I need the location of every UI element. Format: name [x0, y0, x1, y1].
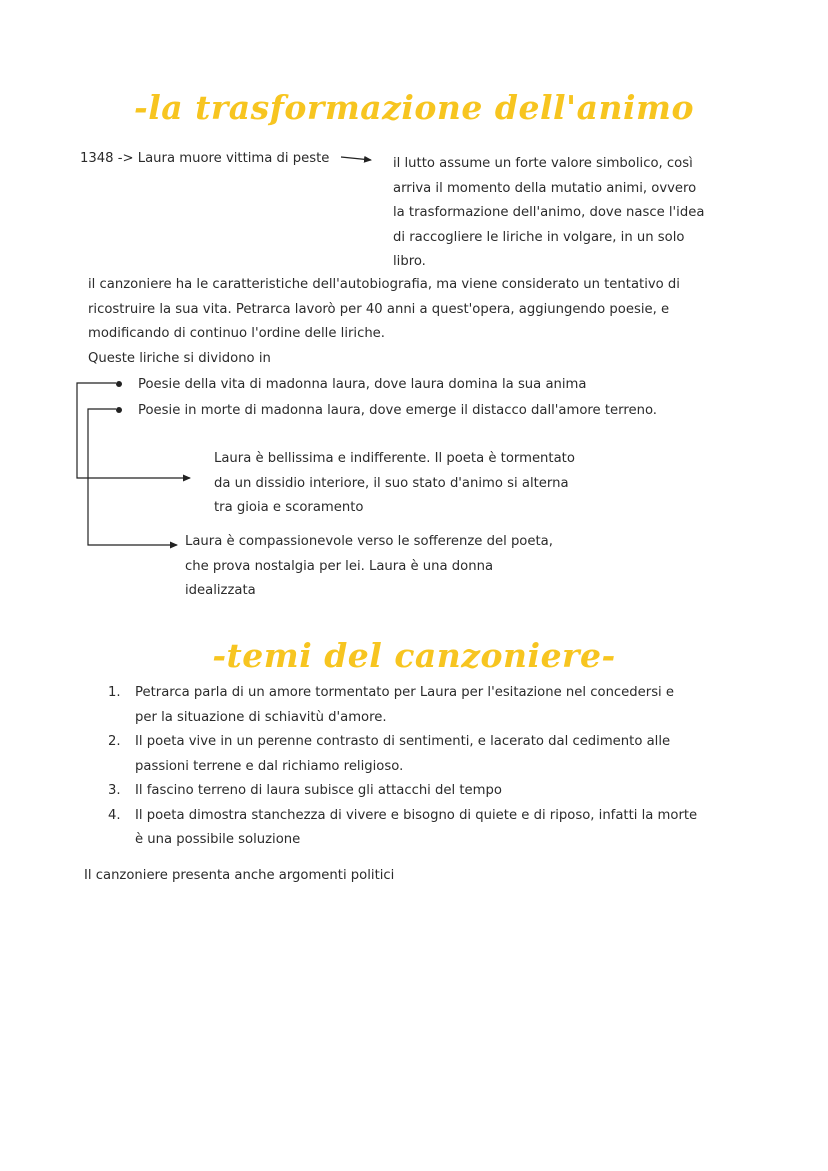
lutto-line: arriva il momento della mutatio animi, ovvero: [393, 180, 697, 196]
list-item: [100, 779, 745, 804]
lutto-line: la trasformazione dell'animo, dove nasce l'idea: [393, 205, 705, 220]
list-item: [100, 681, 745, 730]
vita-line: Laura è bellissima e indifferente. Il poeta è tormentato: [214, 451, 575, 466]
list-item-line: per la situazione di schiavitù d'amore.: [135, 709, 387, 725]
politici-line: Il canzoniere presenta anche argomenti politici: [84, 868, 395, 883]
vita-line: tra gioia e scoramento: [214, 500, 364, 515]
event-arrow: [341, 157, 371, 160]
canzoniere-line: il canzoniere ha le caratteristiche dell'autobiografia, ma viene considerato un tentativo di: [88, 277, 680, 292]
vita-connector: [77, 383, 190, 478]
page-title: -la trasformazione dell'animo: [134, 88, 694, 127]
bullet-vita: Poesie della vita di madonna laura, dove laura domina la sua anima: [138, 377, 587, 392]
lutto-line: libro.: [393, 254, 426, 269]
bullet-morte: Poesie in morte di madonna laura, dove emerge il distacco dall'amore terreno.: [138, 403, 657, 418]
event-1348: 1348 -> Laura muore vittima di peste: [80, 151, 330, 166]
list-number: 1.: [108, 685, 121, 700]
divide-line: Queste liriche si dividono in: [88, 350, 271, 366]
list-item-line: Il poeta vive in un perenne contrasto di sentimenti, e lacerato dal cedimento alle: [135, 734, 671, 749]
section-title-temi: -temi del canzoniere-: [212, 636, 616, 675]
list-item: [100, 804, 745, 853]
temi-list: [100, 681, 745, 853]
list-item-line: Il poeta dimostra stanchezza di vivere e bisogno di quiete e di riposo, infatti la morte: [135, 807, 698, 823]
vita-line: da un dissidio interiore, il suo stato d'animo si alterna: [214, 475, 569, 491]
morte-line: Laura è compassionevole verso le sofferenze del poeta,: [185, 534, 553, 549]
canzoniere-line: modificando di continuo l'ordine delle liriche.: [88, 326, 385, 341]
list-item-line: Petrarca parla di un amore tormentato per Laura per l'esitazione nel concedersi e: [135, 685, 675, 700]
list-item-line: è una possibile soluzione: [135, 832, 301, 847]
list-number: 2.: [108, 734, 121, 749]
morte-line: idealizzata: [185, 583, 256, 598]
lutto-line: il lutto assume un forte valore simbolico, così: [393, 156, 693, 171]
morte-connector: [88, 409, 177, 545]
list-item-line: Il fascino terreno di laura subisce gli attacchi del tempo: [135, 783, 502, 798]
list-item: [100, 730, 745, 779]
list-number: 3.: [108, 783, 121, 798]
list-item-line: passioni terrene e dal richiamo religioso.: [135, 758, 404, 774]
list-number: 4.: [108, 807, 121, 823]
canzoniere-line: ricostruire la sua vita. Petrarca lavorò per 40 anni a quest'opera, aggiungendo poesie, e: [88, 301, 670, 317]
lutto-line: di raccogliere le liriche in volgare, in un solo: [393, 229, 685, 245]
morte-line: che prova nostalgia per lei. Laura è una donna: [185, 558, 494, 574]
